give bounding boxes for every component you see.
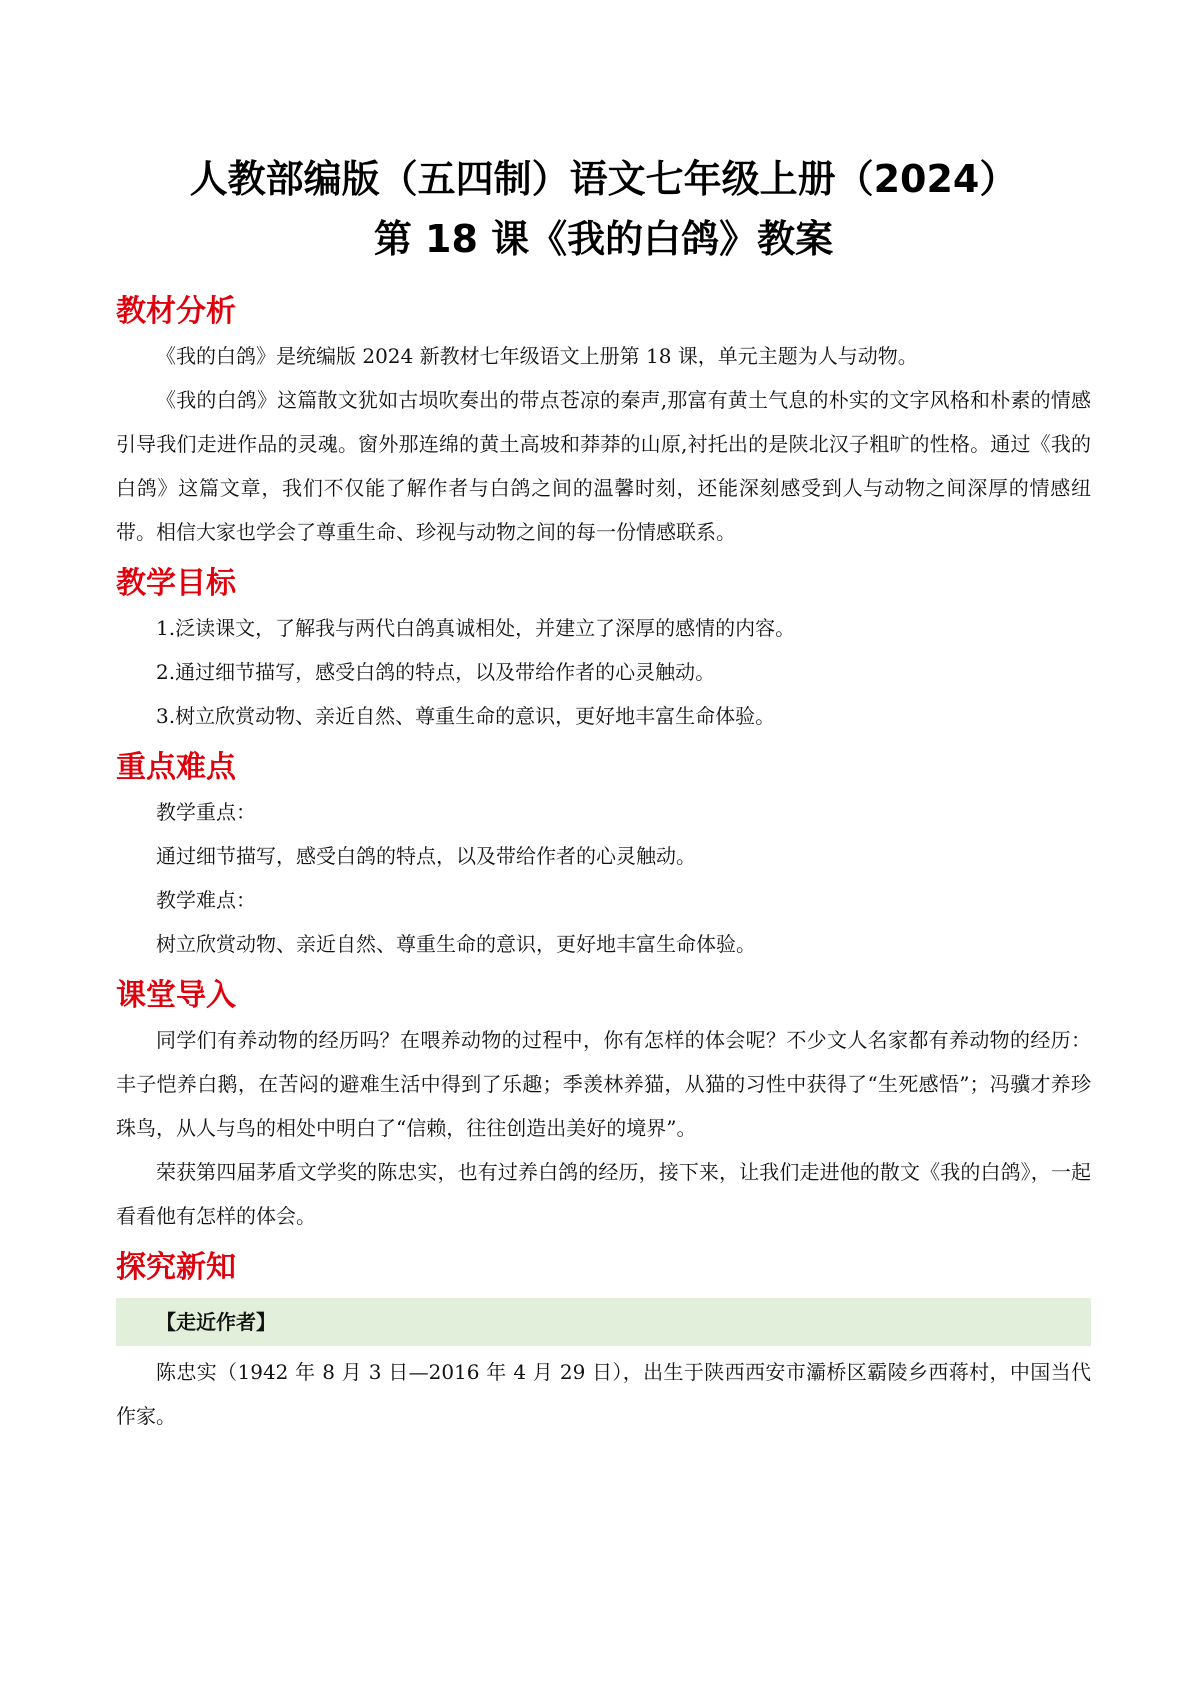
list-item: 1.泛读课文，了解我与两代白鸽真诚相处，并建立了深厚的感情的内容。	[156, 616, 796, 640]
section-heading: 教学目标	[116, 566, 236, 601]
paragraph: 陈忠实（1942 年 8 月 3 日—2016 年 4 月 29 日），出生于陕西西安市灞桥区霸陵乡西蒋村，中国当代作家。	[116, 1360, 1091, 1428]
paragraph: 荣获第四届茅盾文学奖的陈忠实，也有过养白鸽的经历，接下来，让我们走进他的散文《我的白鸽》，一起看看他有怎样的体会。	[116, 1160, 1091, 1228]
paragraph: 同学们有养动物的经历吗？在喂养动物的过程中，你有怎样的体会呢？不少文人名家都有养动物的经历：丰子恺养白鹅，在苦闷的避难生活中得到了乐趣；季羡林养猫，从猫的习性中获得了“生死感悟”；冯骥才养珍珠鸟，从人与鸟的相处中明白了“信赖，往往创造出美好的境界”。	[116, 1028, 1091, 1140]
focus-text: 通过细节描写，感受白鸽的特点，以及带给作者的心灵触动。	[156, 844, 696, 868]
section-heading: 重点难点	[116, 750, 236, 785]
section-explore	[116, 1246, 1091, 1438]
section-intro	[116, 974, 1091, 1238]
focus-label: 教学重点：	[156, 800, 256, 824]
subsection-box-label: 【走近作者】	[116, 1298, 1091, 1346]
section-heading: 教材分析	[116, 294, 236, 329]
list-item: 2.通过细节描写，感受白鸽的特点，以及带给作者的心灵触动。	[156, 660, 716, 684]
difficulty-label: 教学难点：	[156, 888, 256, 912]
document-title-line1: 人教部编版（五四制）语文七年级上册（2024）	[189, 157, 1018, 201]
document-page	[116, 150, 1091, 1438]
section-heading: 课堂导入	[116, 978, 236, 1013]
list-item: 3.树立欣赏动物、亲近自然、尊重生命的意识，更好地丰富生命体验。	[156, 704, 776, 728]
paragraph: 《我的白鸽》是统编版 2024 新教材七年级语文上册第 18 课，单元主题为人与动物。	[156, 344, 918, 368]
section-key-points	[116, 746, 1091, 966]
document-title-line2: 第 18 课《我的白鸽》教案	[373, 217, 834, 261]
section-goals	[116, 562, 1091, 738]
paragraph: 《我的白鸽》这篇散文犹如古埙吹奏出的带点苍凉的秦声,那富有黄土气息的朴实的文字风格和朴素的情感引导我们走进作品的灵魂。窗外那连绵的黄土高坡和莽莽的山原,衬托出的是陕北汉子粗旷的性格。通过《我的白鸽》这篇文章，我们不仅能了解作者与白鸽之间的温馨时刻，还能深刻感受到人与动物之间深厚的情感纽带。相信大家也学会了尊重生命、珍视与动物之间的每一份情感联系。	[116, 388, 1091, 544]
difficulty-text: 树立欣赏动物、亲近自然、尊重生命的意识，更好地丰富生命体验。	[156, 932, 756, 956]
section-analysis	[116, 290, 1091, 554]
section-heading: 探究新知	[116, 1250, 236, 1285]
